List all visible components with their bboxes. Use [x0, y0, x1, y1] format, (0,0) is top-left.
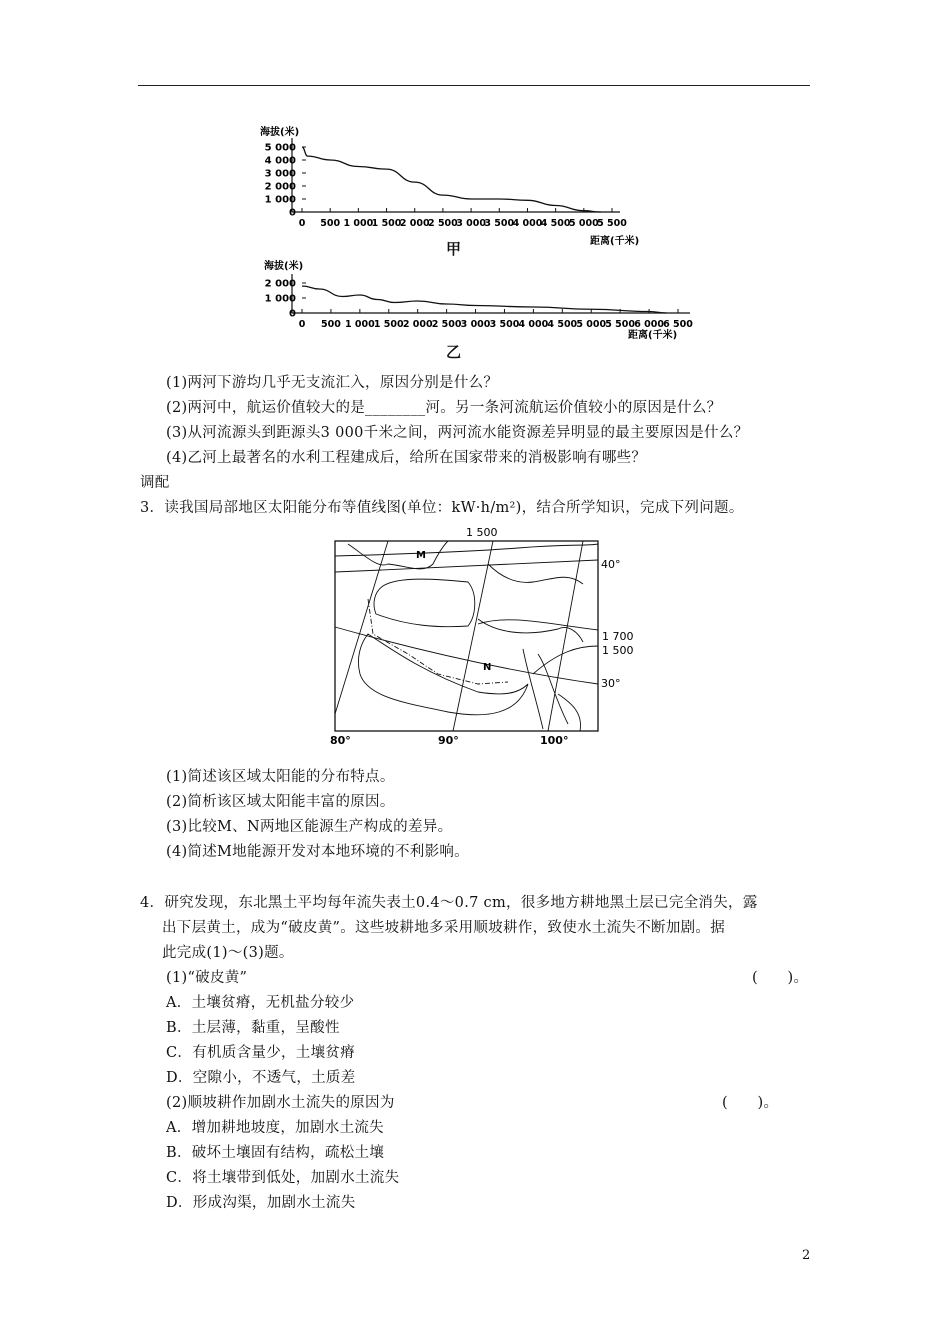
chart-yi-xtick-label: 3 000: [460, 319, 491, 330]
map-label-lon-100: 100°: [540, 734, 569, 744]
chart-jia-xtick-label: 5 000: [568, 218, 599, 229]
map-label-contour-top: 1 500: [466, 526, 498, 539]
q4-sub2-option-d: D．形成沟渠，加剧水土流失: [166, 1195, 356, 1211]
chart-jia-ytick-label: 1 000: [264, 194, 296, 206]
chart-yi-ytick-label: 0: [289, 308, 296, 320]
chart-yi-xtick-label: 3 500: [489, 319, 520, 330]
solar-energy-isoline-map: [328, 524, 658, 744]
river-outline-2: [488, 564, 583, 584]
isoline-1500-top: [335, 544, 598, 556]
chart-yi-xtick-label: 6 500: [663, 319, 693, 330]
river-outline-4: [538, 654, 568, 724]
chart-jia-xtick-label: 2 500: [428, 218, 458, 229]
map-label-lat-40: 40°: [601, 558, 621, 571]
chart-yi-xtick-label: 500: [321, 319, 341, 330]
chart-yi-xtick-label: 5 000: [576, 319, 607, 330]
map-label-lon-80: 80°: [330, 734, 351, 744]
q2-sub1: (1)两河下游均几乎无支流汇入，原因分别是什么？: [166, 375, 499, 391]
q4-sub1-option-d: D．空隙小，不透气，土质差: [166, 1070, 356, 1086]
chart-yi-xtick-label: 1 000: [344, 319, 375, 330]
map-label-lon-90: 90°: [438, 734, 459, 744]
chart-jia-ytick-label: 2 000: [264, 181, 296, 193]
river-outline-1: [348, 541, 448, 569]
q4-sub1-option-b: B．土层薄，黏重，呈酸性: [166, 1020, 340, 1036]
meridian-line-1: [335, 541, 388, 714]
chart-yi-xtick-label: 2 500: [431, 319, 462, 330]
q4-sub1-prompt: (1)“破皮黄”: [166, 970, 248, 986]
q3-stem: 3．读我国局部地区太阳能分布等值线图(单位：kW·h/m²)，结合所学知识，完成下列问题。: [140, 500, 744, 516]
chart-jia-ytick-label: 3 000: [264, 168, 296, 180]
chart-yi-xtick-label: 2 000: [402, 319, 433, 330]
meridian-line-3: [548, 541, 583, 731]
chart-yi-xtick-label: 5 500: [605, 319, 636, 330]
q4-stem-line2: 出下层黄土，成为“破皮黄”。这些坡耕地多采用顺坡耕作，致使水土流失不断加剧。据: [162, 920, 726, 936]
chart-jia-xtick-label: 1 500: [371, 218, 402, 229]
q4-stem-line3: 此完成(1)～(3)题。: [162, 945, 294, 961]
chart-jia-title: 甲: [446, 240, 462, 258]
chart-yi-xtick-label: 1 500: [373, 319, 404, 330]
q3-sub1: (1)简述该区域太阳能的分布特点。: [166, 769, 395, 785]
q2-sub2: (2)两河中，航运价值较大的是________河。另一条河流航运价值较小的原因是什么？: [166, 400, 722, 416]
meridian-line-2: [453, 541, 493, 731]
isoline-1500-right: [533, 646, 598, 674]
q4-sub2-prompt: (2)顺坡耕作加剧水土流失的原因为: [166, 1095, 395, 1111]
chart-jia-xtick-label: 4 500: [540, 218, 571, 229]
q4-sub2-option-b: B．破坏土壤固有结构，疏松土壤: [166, 1145, 385, 1161]
tiaopei-note: 调配: [140, 475, 170, 491]
page-number: 2: [802, 1248, 811, 1263]
chart-yi-xtick-label: 4 500: [547, 319, 578, 330]
chart-jia-xtick-label: 500: [320, 218, 341, 229]
chart-yi-xtick-label: 6 000: [634, 319, 664, 330]
chart-jia-ytick-label: 0: [289, 207, 296, 219]
chart-jia-ytick-label: 4 000: [264, 155, 296, 167]
q4-sub2-blank: ( )。: [722, 1095, 779, 1111]
q4-sub1-option-a: A．土壤贫瘠，无机盐分较少: [166, 995, 355, 1011]
chart-yi-xtick-label: 4 000: [518, 319, 549, 330]
q4-sub1-option-c: C．有机质含量少，土壤贫瘠: [166, 1045, 355, 1061]
chart-yi-xlabel: 距离(千米): [628, 330, 678, 341]
q4-sub2-option-a: A．增加耕地坡度，加剧水土流失: [166, 1120, 384, 1136]
map-label-lat-30: 30°: [601, 677, 621, 690]
profile-chart-jia: [250, 120, 670, 250]
chart-yi-ytick-label: 2 000: [264, 278, 296, 290]
chart-jia-xtick-label: 3 500: [484, 218, 515, 229]
map-label-contour-1500-right: 1 500: [602, 644, 634, 657]
chart-jia-ytick-label: 5 000: [264, 142, 296, 154]
river-outline-3: [478, 619, 583, 642]
map-label-contour-1700: 1 700: [602, 630, 634, 643]
chart-jia-xtick-label: 1 000: [343, 218, 374, 229]
header-rule: [138, 85, 810, 86]
chart-jia-xtick-label: 5 500: [597, 218, 627, 229]
profile-chart-yi: [250, 256, 710, 346]
chart-jia-xtick-label: 3 000: [456, 218, 486, 229]
plateau-outline: [358, 634, 528, 715]
basin-outline: [374, 579, 475, 627]
chart-yi-title: 乙: [446, 343, 462, 361]
chart-yi-series-line: [302, 286, 666, 313]
q4-sub2-option-c: C．将土壤带到低处，加剧水土流失: [166, 1170, 400, 1186]
chart-yi-ylabel: 海拔(米): [264, 261, 304, 272]
chart-yi-xtick-label: 0: [298, 319, 306, 330]
map-label-n: N: [483, 662, 492, 673]
chart-jia-xtick-label: 4 000: [512, 218, 543, 229]
coast-outline: [558, 694, 581, 731]
chart-yi-ytick-label: 1 000: [264, 293, 296, 305]
chart-jia-ylabel: 海拔(米): [260, 127, 300, 138]
q3-sub2: (2)简析该区域太阳能丰富的原因。: [166, 794, 395, 810]
chart-jia-xlabel: 距离(千米): [590, 236, 640, 247]
q2-sub3: (3)从河流源头到距源头3 000千米之间，两河流水能资源差异明显的最主要原因是什么？: [166, 425, 749, 441]
map-label-m: M: [416, 550, 426, 561]
chart-jia-xtick-label: 2 000: [399, 218, 430, 229]
q2-sub4: (4)乙河上最著名的水利工程建成后，给所在国家带来的消极影响有哪些？: [166, 450, 647, 466]
q4-sub1-blank: ( )。: [752, 970, 809, 986]
q3-sub3: (3)比较M、N两地区能源生产构成的差异。: [166, 819, 453, 835]
q4-stem-line1: 4．研究发现，东北黑土平均每年流失表土0.4～0.7 cm，很多地方耕地黑土层已完全消失，露: [140, 895, 758, 911]
q3-sub4: (4)简述M地能源开发对本地环境的不利影响。: [166, 844, 469, 860]
chart-jia-series-line: [302, 147, 601, 212]
chart-jia-xtick-label: 0: [298, 218, 306, 229]
